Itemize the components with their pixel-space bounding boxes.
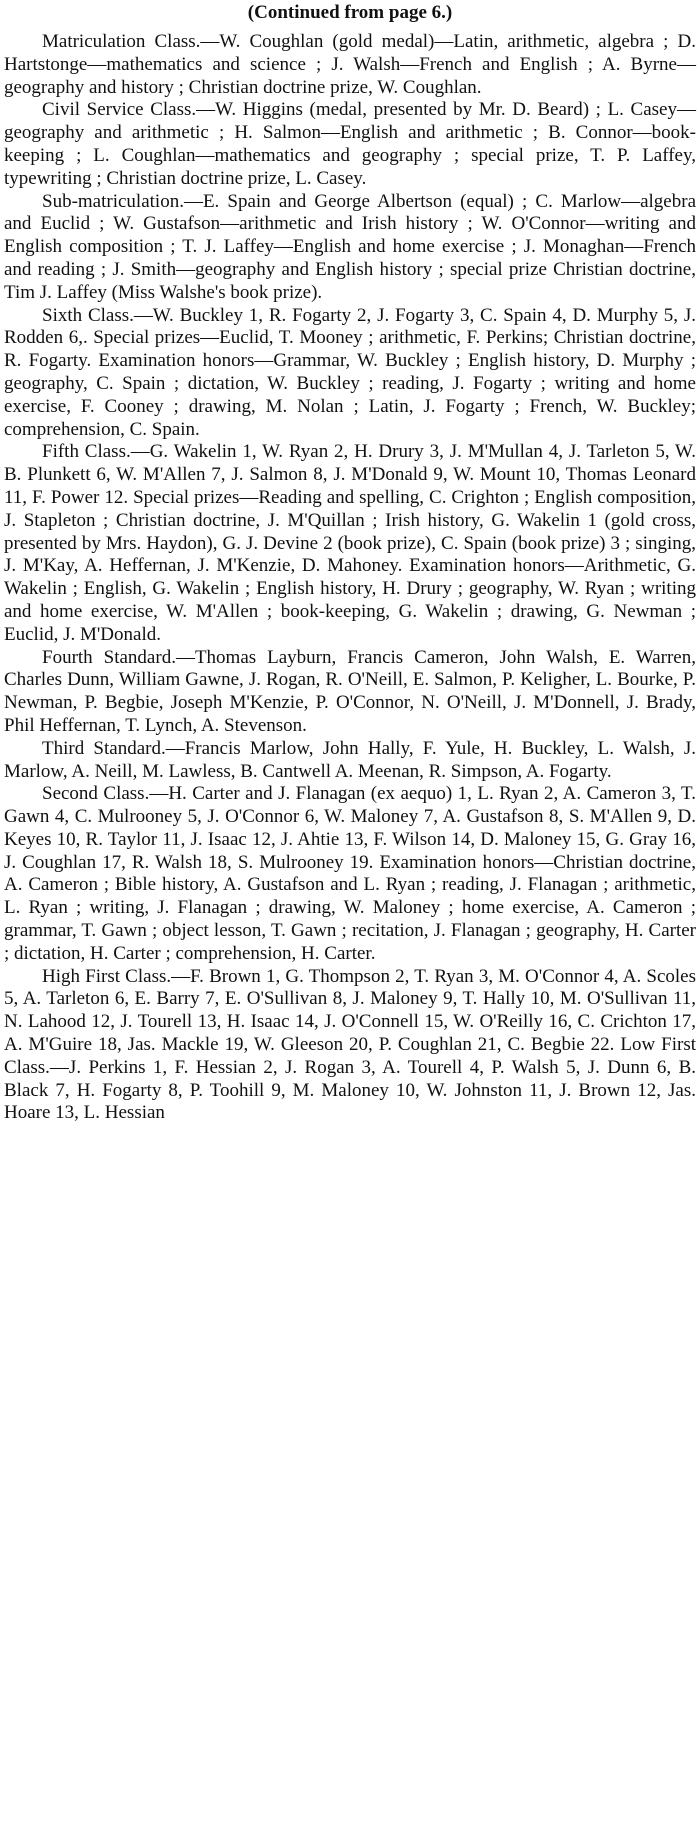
paragraph-third-standard: Third Standard.—Francis Marlow, John Hally, F. Yule, H. Buckley, L. Walsh, J. Marlow, A. Neill, M. Lawless, B. Cantwell A. Meenan, R. Simpson, A. Fogarty. (4, 737, 696, 782)
paragraph-fifth-class: Fifth Class.—G. Wakelin 1, W. Ryan 2, H. Drury 3, J. M'Mullan 4, J. Tarleton 5, W. B. Plunkett 6, W. M'Allen 7, J. Salmon 8, J. M'Donald 9, W. Mount 10, Thomas Leonard 11, F. Power 12. Special prizes—Reading and spelling, C. Crighton ; English composition, J. Stapleton ; Christian doctrine, J. M'Quillan ; Irish history, G. Wakelin 1 (gold cross, presented by Mrs. Haydon), G. J. Devine 2 (book prize), C. Spain (book prize) 3 ; singing, J. M'Kay, A. Heffernan, J. M'Kenzie, D. Mahoney. Examination honors—Arithmetic, G. Wakelin ; English, G. Wakelin ; English history, H. Drury ; geography, W. Ryan ; writing and home exercise, W. M'Allen ; book-keeping, G. Wakelin ; drawing, G. Newman ; Euclid, J. M'Donald. (4, 441, 696, 645)
paragraph-civil-service-class: Civil Service Class.—W. Higgins (medal, presented by Mr. D. Beard) ; L. Casey—geography and arithmetic ; H. Salmon—English and arithmetic ; B. Connor—book-keeping ; L. Coughlan—mathematics and geography ; special prize, T. P. Laffey, typewriting ; Christian doctrine prize, L. Casey. (4, 99, 696, 189)
paragraph-high-first-class: High First Class.—F. Brown 1, G. Thompson 2, T. Ryan 3, M. O'Connor 4, A. Scoles 5, A. Tarleton 6, E. Barry 7, E. O'Sullivan 8, J. Maloney 9, T. Hally 10, M. O'Sullivan 11, N. Lahood 12, J. Tourell 13, H. Isaac 14, J. O'Connell 15, W. O'Reilly 16, C. Crichton 17, A. M'Guire 18, Jas. Mackle 19, W. Gleeson 20, P. Coughlan 21, C. Begbie 22. Low First Class.—J. Perkins 1, F. Hessian 2, J. Rogan 3, A. Tourell 4, P. Walsh 5, J. Dunn 6, B. Black 7, H. Fogarty 8, P. Toohill 9, M. Maloney 10, W. Johnston 11, J. Brown 12, Jas. Hoare 13, L. Hessian (4, 965, 696, 1124)
paragraph-fourth-standard: Fourth Standard.—Thomas Layburn, Francis Cameron, John Walsh, E. Warren, Charles Dunn, William Gawne, J. Rogan, R. O'Neill, E. Salmon, P. Keligher, L. Bourke, P. Newman, P. Begbie, Joseph M'Kenzie, P. O'Connor, N. O'Neill, J. M'Donnell, J. Brady, Phil Heffernan, T. Lynch, A. Stevenson. (4, 646, 696, 736)
paragraph-second-class: Second Class.—H. Carter and J. Flanagan (ex aequo) 1, L. Ryan 2, A. Cameron 3, T. Gawn 4, C. Mulrooney 5, J. O'Connor 6, W. Maloney 7, A. Gustafson 8, S. M'Allen 9, D. Keyes 10, R. Taylor 11, J. Isaac 12, J. Ahtie 13, F. Wilson 14, D. Maloney 15, G. Gray 16, J. Coughlan 17, R. Walsh 18, S. Mulrooney 19. Examination honors—Christian doctrine, A. Cameron ; Bible history, A. Gustafson and L. Ryan ; reading, J. Flanagan ; arithmetic, L. Ryan ; writing, J. Flanagan ; drawing, W. Maloney ; home exercise, A. Cameron ; grammar, T. Gawn ; object lesson, T. Gawn ; recitation, J. Flanagan ; geography, H. Carter ; dictation, H. Carter ; comprehension, H. Carter. (4, 783, 696, 964)
paragraph-sixth-class: Sixth Class.—W. Buckley 1, R. Fogarty 2, J. Fogarty 3, C. Spain 4, D. Murphy 5, J. Rodden 6,. Special prizes—Euclid, T. Mooney ; arithmetic, F. Perkins; Christian doctrine, R. Fogarty. Examination honors—Grammar, W. Buckley ; English history, D. Murphy ; geography, C. Spain ; dictation, W. Buckley ; reading, J. Fogarty ; writing and home exercise, F. Cooney ; drawing, M. Nolan ; Latin, J. Fogarty ; French, W. Buckley; comprehension, C. Spain. (4, 304, 696, 440)
continued-heading: (Continued from page 6.) (247, 2, 453, 23)
paragraph-sub-matriculation: Sub-matriculation.—E. Spain and George Albertson (equal) ; C. Marlow—algebra and Euclid ; W. Gustafson—arithmetic and Irish history ; W. O'Connor—writing and English composition ; T. J. Laffey—English and home exercise ; J. Monaghan—French and reading ; J. Smith—geography and English history ; special prize Christian doctrine, Tim J. Laffey (Miss Walshe's book prize). (4, 190, 696, 303)
paragraph-matriculation-class: Matriculation Class.—W. Coughlan (gold medal)—Latin, arithmetic, algebra ; D. Hartstonge—mathematics and science ; J. Walsh—French and English ; A. Byrne—geography and history ; Christian doctrine prize, W. Coughlan. (4, 31, 696, 98)
